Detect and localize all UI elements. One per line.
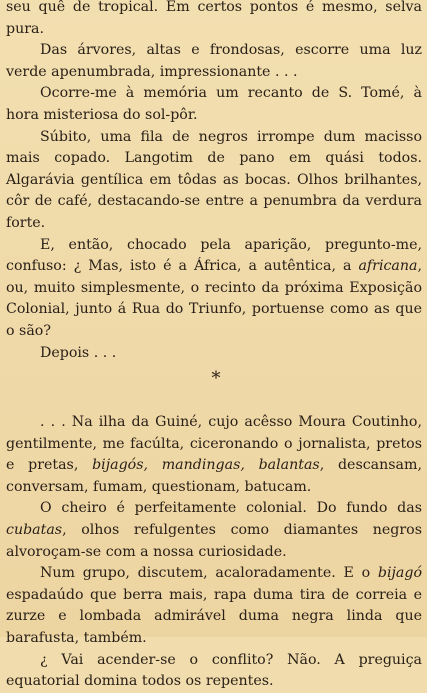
paragraph-5 — [6, 235, 422, 343]
paragraph-5-text-a: E, então, chocado pela aparição, pregunto-me, confuso: ¿ Mas, isto é a África, a autêntica, a — [6, 236, 422, 275]
paragraph-9-text-b: espadaúdo que berra mais, rapa duma tira de correia e zurze e lombada admirável duma negra linda que barafusta, também. — [6, 586, 422, 647]
paragraph-3: Ocorre-me à memória um recanto de S. Tomé, à hora misteriosa do sol-pôr. — [6, 85, 422, 123]
paragraph-7-italic: bijagós, mandingas, balantas — [92, 457, 320, 474]
paragraph-7-text-b: , descansam, conversam, fumam, questionam, batucam. — [6, 457, 422, 495]
paragraph-8-italic: cubatas — [6, 522, 63, 539]
paragraph-4: Súbito, uma fila de negros irrompe dum macisso mais copado. Langotim de pano em quási todos. Algarávia gentílica em tôdas as bocas. Olhos brilhantes, côr de café, destacando-se entre a penumbra da verdura forte. — [6, 128, 422, 231]
paragraph-5-text-b: , ou, muito simplesmente, o recinto da próxima Exposição Colonial, junto á Rua do Triunfo, portuense como as que o são? — [6, 258, 422, 339]
paragraph-2: Das árvores, altas e frondosas, escorre uma luz verde apenumbrada, impressionante . . . — [6, 42, 422, 80]
paragraph-10: ¿ Vai acender-se o conflito? Não. A preguiça equatorial domina todos os repentes. — [6, 651, 422, 690]
section-separator: * — [211, 368, 221, 390]
paragraph-7-text-a: . . . Na ilha da Guiné, cujo acêsso Moura Coutinho, gentilmente, me facúlta, ciceronando o jornalista, pretos e pretas, — [6, 414, 422, 474]
paragraph-9 — [6, 563, 422, 649]
paragraph-8 — [6, 498, 422, 563]
paragraph-9-text-a: Num grupo, discutem, acaloradamente. E o — [40, 565, 378, 582]
paragraph-6: Depois . . . — [40, 344, 117, 361]
paragraph-5-italic: africana — [358, 258, 418, 275]
paragraph-9-italic: bijagó — [377, 565, 422, 582]
paragraph-8-text-b: , olhos refulgentes como diamantes negros alvoroçam-se com a nossa curiosidade. — [6, 522, 422, 560]
paragraph-8-text-a: O cheiro é perfeitamente colonial. Do fundo das — [40, 500, 422, 517]
paragraph-1: seu quê de tropical. Em certos pontos é mesmo, selva pura. — [6, 0, 422, 37]
paragraph-7 — [6, 412, 422, 498]
